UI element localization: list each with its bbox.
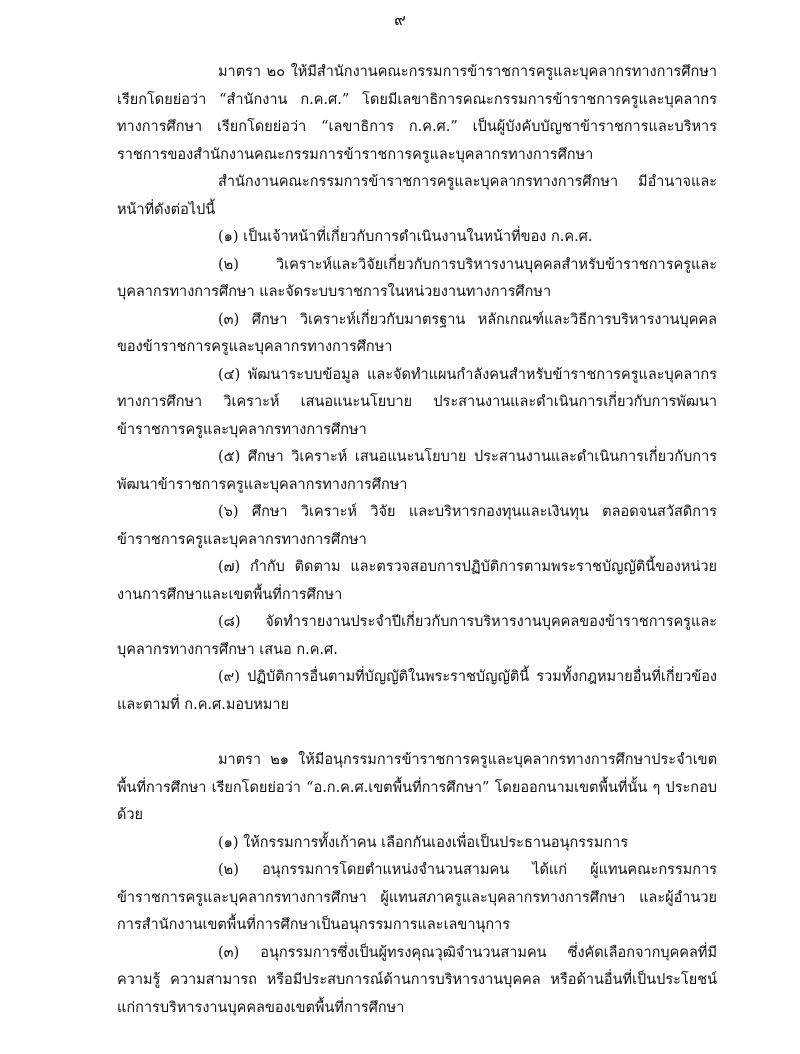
section-21-intro: มาตรา ๒๑ ให้มีอนุกรรมการข้าราชการครูและบุคลากรทางการศึกษาประจำเขตพื้นที่การศึกษา เรียกโดยย่อว่า “อ.ก.ค.ศ.เขตพื้นที่การศึกษา” โดยออกนามเขตพื้นที่นั้น ๆ ประกอบด้วย (117, 752, 717, 823)
section-20-intro: มาตรา ๒๐ ให้มีสำนักงานคณะกรรมการข้าราชการครูและบุคลากรทางการศึกษา เรียกโดยย่อว่า “สำนักงาน ก.ค.ศ.” โดยมีเลขาธิการคณะกรรมการข้าราชการครูและบุคลากรทางการศึกษา เรียกโดยย่อว่า “เลขาธิการ ก.ค.ศ.” เป็นผู้บังคับบัญชาข้าราชการและบริหารราชการของสำนักงานคณะกรรมการข้าราชการครูและบุคลากรทางการศึกษา (117, 64, 717, 163)
section-gap (117, 719, 717, 747)
section-20-item-4: (๔) พัฒนาระบบข้อมูล และจัดทำแผนกำลังคนสำหรับข้าราชการครูและบุคลากรทางการศึกษา วิเคราะห์ เสนอแนะนโยบาย ประสานงานและดำเนินการเกี่ยวกับการพัฒนาข้าราชการครูและบุคลากรทางการศึกษา (117, 366, 717, 438)
section-20-item-5: (๕) ศึกษา วิเคราะห์ เสนอแนะนโยบาย ประสานงานและดำเนินการเกี่ยวกับการพัฒนาข้าราชการครูและบุคลากรทางการศึกษา (117, 449, 717, 493)
section-21-item-2: (๒) อนุกรรมการโดยตำแหน่งจำนวนสามคน ได้แก่ ผู้แทนคณะกรรมการข้าราชการครูและบุคลากรทางการศึกษา ผู้แทนสภาครูและบุคลากรทางการศึกษา และผู้อำนวยการสำนักงานเขตพื้นที่การศึกษาเป็นอนุกรรมการและเลขานุการ (117, 862, 717, 933)
page-number: ๙ (394, 10, 406, 29)
document-body (117, 59, 717, 1022)
section-20-item-1: (๑) เป็นเจ้าหน้าที่เกี่ยวกับการดำเนินงานในหน้าที่ของ ก.ค.ศ. (218, 229, 593, 245)
section-20 (117, 59, 717, 719)
section-21 (117, 747, 717, 1022)
section-20-item-7: (๗) กำกับ ติดตาม และตรวจสอบการปฏิบัติการตามพระราชบัญญัตินี้ของหน่วยงานการศึกษาและเขตพื้นที่การศึกษา (117, 559, 717, 603)
section-20-item-2: (๒) วิเคราะห์และวิจัยเกี่ยวกับการบริหารงานบุคคลสำหรับข้าราชการครูและบุคลากรทางการศึกษา และจัดระบบราชการในหน่วยงานทางการศึกษา (117, 256, 717, 300)
section-20-item-6: (๖) ศึกษา วิเคราะห์ วิจัย และบริหารกองทุนและเงินทุน ตลอดจนสวัสดิการข้าราชการครูและบุคลากรทางการศึกษา (117, 504, 717, 548)
section-20-duties-heading: สำนักงานคณะกรรมการข้าราชการครูและบุคลากรทางการศึกษา มีอำนาจและหน้าที่ดังต่อไปนี้ (117, 174, 717, 218)
section-20-item-9: (๙) ปฏิบัติการอื่นตามที่บัญญัติในพระราชบัญญัตินี้ รวมทั้งกฎหมายอื่นที่เกี่ยวข้องและตามที่ ก.ค.ศ.มอบหมาย (117, 669, 717, 713)
section-21-item-3: (๓) อนุกรรมการซึ่งเป็นผู้ทรงคุณวุฒิจำนวนสามคน ซึ่งคัดเลือกจากบุคคลที่มีความรู้ ความสามารถ หรือมีประสบการณ์ด้านการบริหารงานบุคคล หรือด้านอื่นที่เป็นประโยชน์แก่การบริหารงานบุคคลของเขตพื้นที่การศึกษา (117, 944, 717, 1016)
section-20-item-8: (๘) จัดทำรายงานประจำปีเกี่ยวกับการบริหารงานบุคคลของข้าราชการครูและบุคลากรทางการศึกษา เสนอ ก.ค.ศ. (117, 614, 717, 658)
section-20-item-3: (๓) ศึกษา วิเคราะห์เกี่ยวกับมาตรฐาน หลักเกณฑ์และวิธีการบริหารงานบุคคลของข้าราชการครูและบุคลากรทางการศึกษา (117, 311, 717, 355)
section-21-item-1: (๑) ให้กรรมการทั้งเก้าคน เลือกกันเองเพื่อเป็นประธานอนุกรรมการ (218, 834, 629, 851)
